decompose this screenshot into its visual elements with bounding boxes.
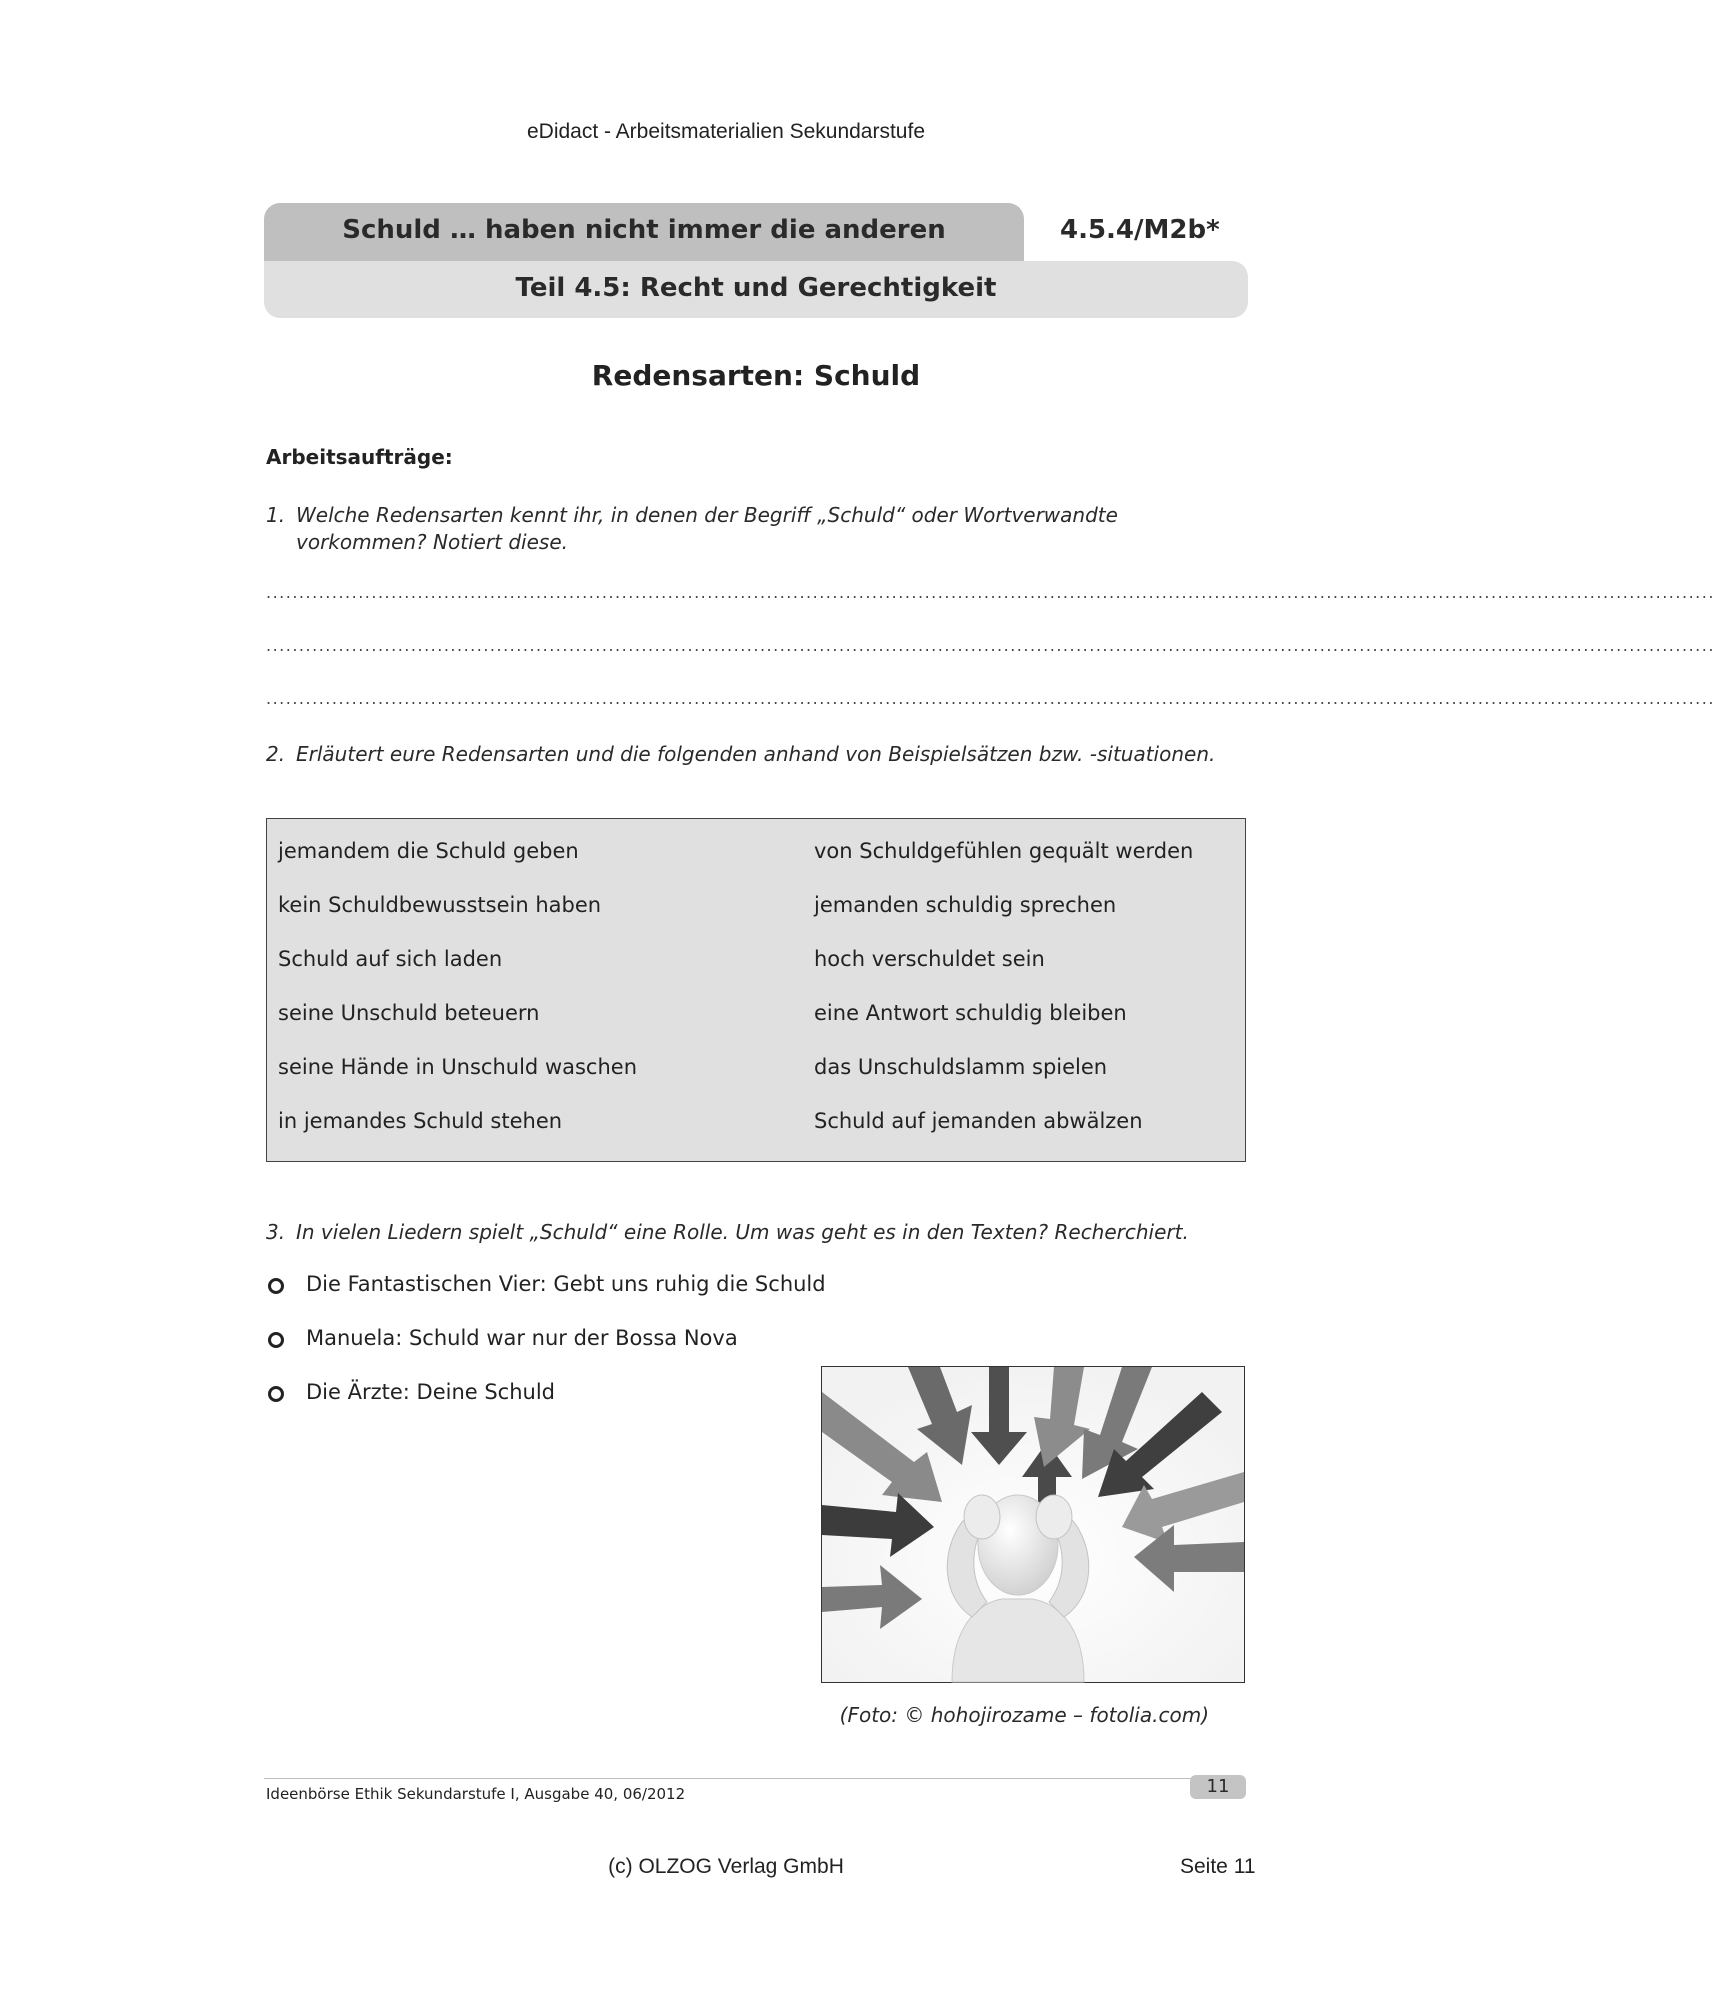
page-number-badge: 11 [1190,1775,1246,1799]
unit-title-band [264,203,1024,261]
arrows-photo [821,1366,1245,1683]
phrase-item: hoch verschuldet sein [814,947,1045,971]
phrase-item: jemandem die Schuld geben [278,839,579,863]
phrase-item: jemanden schuldig sprechen [814,893,1117,917]
task-text: Erläutert eure Redensarten und die folgenden anhand von Beispielsätzen bzw. -situationen. [296,742,1216,766]
task-number: 2. [266,742,286,766]
unit-title: Schuld … haben nicht immer die anderen [342,215,946,245]
phrase-item: seine Unschuld beteuern [278,1001,540,1025]
photo-caption: (Foto: © hohojirozame – fotolia.com) [839,1703,1209,1727]
song-item [266,1380,555,1404]
task-text: In vielen Liedern spielt „Schuld“ eine Rolle. Um was geht es in den Texten? Recherchiert. [296,1220,1189,1244]
song-label: Die Ärzte: Deine Schuld [306,1380,556,1404]
song-label: Die Fantastischen Vier: Gebt uns ruhig die Schuld [306,1272,826,1296]
phrase-item: eine Antwort schuldig bleiben [814,1001,1127,1025]
task-3 [266,1219,1248,1246]
page-title: Redensarten: Schuld [591,359,921,392]
answer-line[interactable]: ............................................................................................................................................................................................................................ [266,583,1715,602]
song-item [266,1326,738,1350]
page-label: Seite 11 [1180,1855,1256,1878]
task-text: Welche Redensarten kennt ihr, in denen der Begriff „Schuld“ oder Wortverwandte vorkommen? Notiert diese. [296,503,1118,554]
circle-bullet-icon [268,1386,284,1402]
phrase-item: von Schuldgefühlen gequält werden [814,839,1194,863]
part-title: Teil 4.5: Recht und Gerechtigkeit [515,273,997,303]
copyright-notice: (c) OLZOG Verlag GmbH [608,1855,844,1878]
task-1 [266,502,1248,556]
phrase-item: in jemandes Schuld stehen [278,1109,563,1133]
task-number: 3. [266,1220,286,1244]
task-2 [266,741,1248,768]
phrase-item: kein Schuldbewusstsein haben [278,893,602,917]
phrase-item: seine Hände in Unschuld waschen [278,1055,638,1079]
publication-info: Ideenbörse Ethik Sekundarstufe I, Ausgabe 40, 06/2012 [266,1785,686,1803]
phrase-item: Schuld auf jemanden abwälzen [814,1109,1143,1133]
footer-divider [264,1778,1244,1779]
circle-bullet-icon [268,1332,284,1348]
part-title-band [264,261,1248,318]
song-label: Manuela: Schuld war nur der Bossa Nova [306,1326,738,1350]
document-header: eDidact - Arbeitsmaterialien Sekundarstufe [526,120,926,143]
arrows-pointing-at-person-image [822,1367,1244,1682]
task-number: 1. [266,503,286,527]
phrase-item: das Unschuldslamm spielen [814,1055,1108,1079]
circle-bullet-icon [268,1278,284,1294]
phrase-item: Schuld auf sich laden [278,947,503,971]
answer-line[interactable]: ............................................................................................................................................................................................................................ [266,636,1715,655]
phrases-box [266,818,1246,1162]
answer-line[interactable]: ............................................................................................................................................................................................................................ [266,689,1715,708]
unit-code: 4.5.4/M2b* [1060,215,1220,245]
tasks-heading: Arbeitsaufträge: [266,445,453,469]
song-item [266,1272,826,1296]
